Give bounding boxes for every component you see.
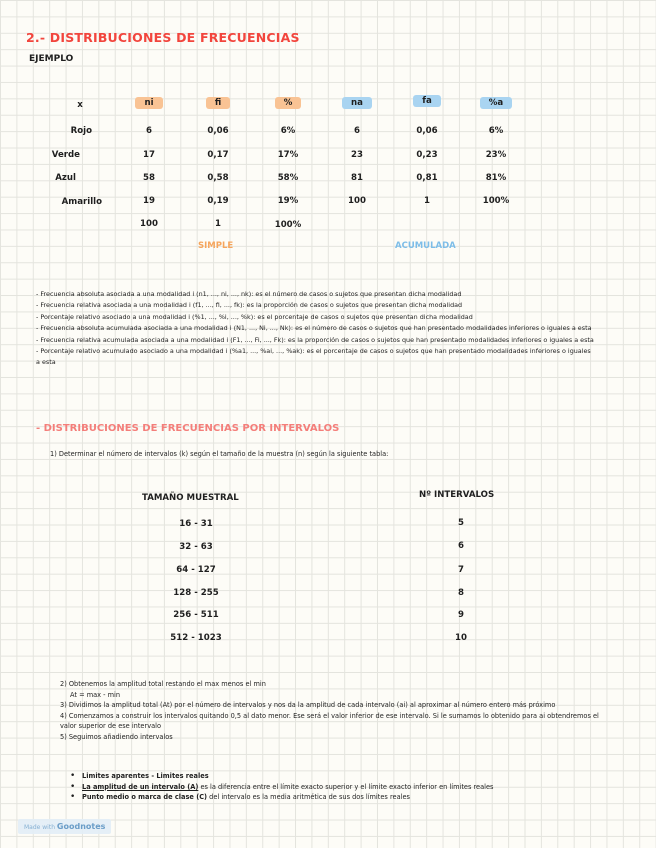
page-title: 2.- DISTRIBUCIONES DE FRECUENCIAS xyxy=(26,30,300,45)
table-cell: 17 xyxy=(143,150,155,160)
definition-item: - Frecuencia absoluta asociada a una modalidad i (n1, ..., ni, ..., nk): es el número de casos o sujetos que presentan dicha modalidad xyxy=(36,290,462,298)
table-cell: 100% xyxy=(482,196,510,206)
bullet-item xyxy=(70,771,570,782)
interval-size: 128 - 255 xyxy=(173,588,219,598)
definition-item: - Porcentaje relativo acumulado asociado a una modalidad i (%a1, ..., %ai, ..., %ak): es el porcentaje de casos o sujetos que han presentado modalidades inferiores o iguales a esta xyxy=(36,347,591,367)
interval-header-size: TAMAÑO MUESTRAL xyxy=(142,493,239,503)
table-cell: 81 xyxy=(351,173,363,183)
table-cell: 58 xyxy=(143,173,155,183)
total-ni: 100 xyxy=(140,219,158,229)
table-cell: 58% xyxy=(277,173,299,183)
row-label: Amarillo xyxy=(61,197,102,207)
table-cell: 0,19 xyxy=(207,196,229,206)
group-simple-label: SIMPLE xyxy=(198,241,234,251)
interval-size: 16 - 31 xyxy=(179,519,213,529)
table-cell: 0,06 xyxy=(416,126,438,136)
total-fi: 1 xyxy=(215,219,221,229)
interval-size: 64 - 127 xyxy=(176,565,216,575)
row-label: Azul xyxy=(55,173,76,183)
header-fi: fi xyxy=(198,97,238,109)
interval-size: 512 - 1023 xyxy=(170,633,222,643)
interval-count: 7 xyxy=(458,565,464,575)
steps-list xyxy=(60,679,600,743)
definition-item: - Frecuencia relativa asociada a una modalidad i (f1, ..., fi, ..., fk): es la proporción de casos o sujetos que presentan dicha modalidad xyxy=(36,301,463,310)
table-cell: 0,81 xyxy=(416,173,438,183)
step-item: 4) Comenzamos a construir los intervalos quitando 0,5 al dato menor. Ese será el valor inferior de ese intervalo. Si le sumamos lo obtenido para ai obtendremos el valor superior de ese intervalo xyxy=(60,711,599,731)
example-label: EJEMPLO xyxy=(29,54,74,64)
header-fa: fa xyxy=(407,95,447,107)
bullet-item xyxy=(70,792,570,803)
table-cell: 81% xyxy=(485,173,507,183)
definition-item: - Porcentaje relativo asociado a una modalidad i (%1, ..., %i, ..., %k): es el porcentaje de casos o sujetos que presentan dicha modalidad xyxy=(36,312,473,321)
table-cell: 6% xyxy=(488,126,504,136)
group-acumulada-label: ACUMULADA xyxy=(395,241,456,251)
table-cell: 0,58 xyxy=(207,173,229,183)
header-x: x xyxy=(77,100,83,110)
table-cell: 0,17 xyxy=(207,150,229,160)
table-cell: 0,23 xyxy=(416,150,438,160)
step-text: 1) Determinar el número de intervalos (k) según el tamaño de la muestra (n) según la siguiente tabla: xyxy=(50,450,389,458)
interval-count: 5 xyxy=(458,518,464,528)
bullet-lead: Limites aparentes - Limites reales xyxy=(82,772,209,780)
interval-count: 9 xyxy=(458,610,464,620)
header-percent: % xyxy=(268,97,308,109)
interval-header-count: Nº INTERVALOS xyxy=(419,490,495,500)
table-cell: 17% xyxy=(277,150,299,160)
bullet-text: del intervalo es la media aritmética de sus dos límites reales xyxy=(207,793,410,802)
step-item: 3) Dividimos la amplitud total (At) por el número de intervalos y nos da la amplitud de cada intervalo (ai) al aproximar al número entero más próximo xyxy=(60,701,556,710)
table-cell: 0,06 xyxy=(207,126,229,136)
header-na: na xyxy=(337,97,377,109)
definitions-list xyxy=(36,289,596,369)
bullet-list xyxy=(70,771,570,803)
table-cell: 19 xyxy=(143,196,155,206)
interval-size: 256 - 511 xyxy=(173,610,219,620)
bullet-text: es la diferencia entre el límite exacto superior y el límite exacto inferior en límites reales xyxy=(198,782,494,791)
total-percent: 100% xyxy=(274,220,302,230)
interval-count: 8 xyxy=(458,588,464,598)
interval-size: 32 - 63 xyxy=(179,542,213,552)
bullet-lead: Punto medio o marca de clase (C) xyxy=(82,793,208,802)
row-label: Rojo xyxy=(70,126,92,136)
bullet-lead: La amplitud de un intervalo (A) xyxy=(82,782,199,791)
definition-item: - Frecuencia absoluta acumulada asociada a una modalidad i (N1, ..., Ni, ..., Nk): es el número de casos o sujetos que han presentado modalidades inferiores o iguales a esta xyxy=(36,324,592,333)
table-cell: 6% xyxy=(280,126,296,136)
table-cell: 6 xyxy=(146,126,152,136)
table-cell: 23 xyxy=(351,150,363,160)
table-cell: 1 xyxy=(424,196,430,206)
table-cell: 100 xyxy=(348,196,366,206)
section-title: - DISTRIBUCIONES DE FRECUENCIAS POR INTERVALOS xyxy=(36,423,340,434)
row-label: Verde xyxy=(51,150,80,160)
step-item: 2) Obtenemos la amplitud total restando el max menos el min xyxy=(60,680,266,688)
interval-count: 6 xyxy=(458,541,464,551)
step-item: 5) Seguimos añadiendo intervalos xyxy=(60,732,173,741)
table-cell: 6 xyxy=(354,126,360,136)
bullet-item xyxy=(70,782,570,793)
interval-count: 10 xyxy=(455,633,467,643)
goodnotes-watermark: Made with Goodnotes xyxy=(18,819,111,834)
header-percent-a: %a xyxy=(476,97,516,109)
definition-item: - Frecuencia relativa acumulada asociada a una modalidad i (F1, ..., Fi, ..., Fk): es la proporción de casos o sujetos que han presentado modalidades inferiores o iguales a esta xyxy=(36,335,594,344)
table-cell: 19% xyxy=(277,196,299,206)
formula: At = max - min xyxy=(70,690,121,699)
header-ni: ni xyxy=(129,97,169,109)
table-cell: 23% xyxy=(485,150,507,160)
